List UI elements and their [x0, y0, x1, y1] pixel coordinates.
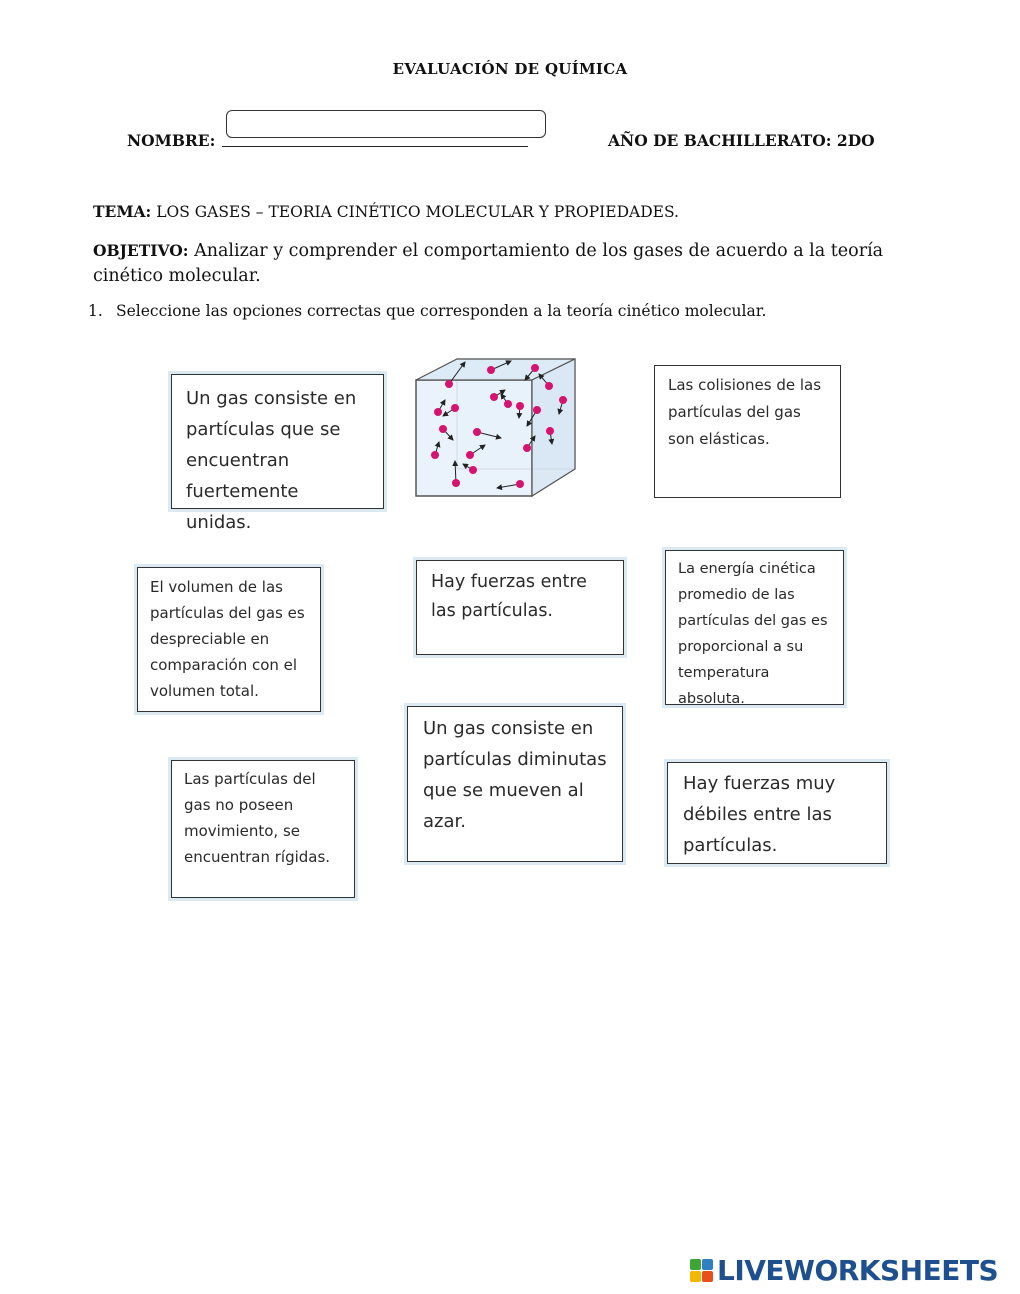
answer-card[interactable]: [665, 550, 844, 705]
logo-square: [702, 1271, 713, 1282]
logo-square: [690, 1259, 701, 1270]
card-text: Un gas consiste en partículas diminutas que se mueven al azar.: [423, 718, 607, 832]
gas-particles-cube-icon: [413, 356, 579, 500]
objective-label: OBJETIVO:: [93, 241, 189, 260]
card-text: Las partículas del gas no poseen movimiento, se encuentran rígidas.: [184, 770, 331, 866]
name-underline: [222, 146, 528, 147]
topic-text: LOS GASES – TEORIA CINÉTICO MOLECULAR Y PROPIEDADES.: [151, 203, 679, 221]
answer-card[interactable]: [137, 567, 321, 712]
card-text: El volumen de las partículas del gas es despreciable en comparación con el volumen total.: [150, 578, 305, 700]
topic-line: [93, 202, 679, 221]
answer-card[interactable]: [171, 374, 384, 533]
answer-card[interactable]: [171, 760, 355, 898]
logo-square: [702, 1259, 713, 1270]
question-number: 1.: [88, 302, 103, 320]
answer-card[interactable]: [667, 762, 887, 864]
answer-card[interactable]: [654, 365, 841, 498]
question-1: [88, 302, 766, 320]
card-text: La energía cinética promedio de las partículas del gas es proporcional a su temperatura absoluta.: [678, 561, 828, 707]
page-title: EVALUACIÓN DE QUÍMICA: [392, 60, 628, 78]
cube-svg: [413, 356, 579, 500]
school-year-label: AÑO DE BACHILLERATO: 2DO: [608, 131, 875, 150]
objective-text: Analizar y comprender el comportamiento de los gases de acuerdo a la teoría cinético molecular.: [93, 241, 884, 286]
liveworksheets-mark-icon: [690, 1259, 713, 1282]
card-text: Las colisiones de las partículas del gas son elásticas.: [668, 376, 822, 448]
topic-label: TEMA:: [93, 202, 152, 221]
answer-card[interactable]: [416, 560, 624, 655]
answer-card[interactable]: [407, 706, 623, 862]
logo-square: [690, 1271, 701, 1282]
card-text: Un gas consiste en partículas que se encuentran fuertemente unidas.: [186, 388, 357, 533]
objective-paragraph: [93, 238, 953, 289]
logo-text: LIVEWORKSHEETS: [717, 1253, 999, 1287]
name-input[interactable]: [226, 110, 546, 138]
question-text: Seleccione las opciones correctas que corresponden a la teoría cinético molecular.: [116, 302, 767, 320]
card-text: Hay fuerzas entre las partículas.: [431, 572, 587, 621]
liveworksheets-logo[interactable]: [690, 1253, 998, 1287]
name-label: NOMBRE:: [127, 131, 216, 150]
card-text: Hay fuerzas muy débiles entre las partículas.: [683, 773, 836, 856]
